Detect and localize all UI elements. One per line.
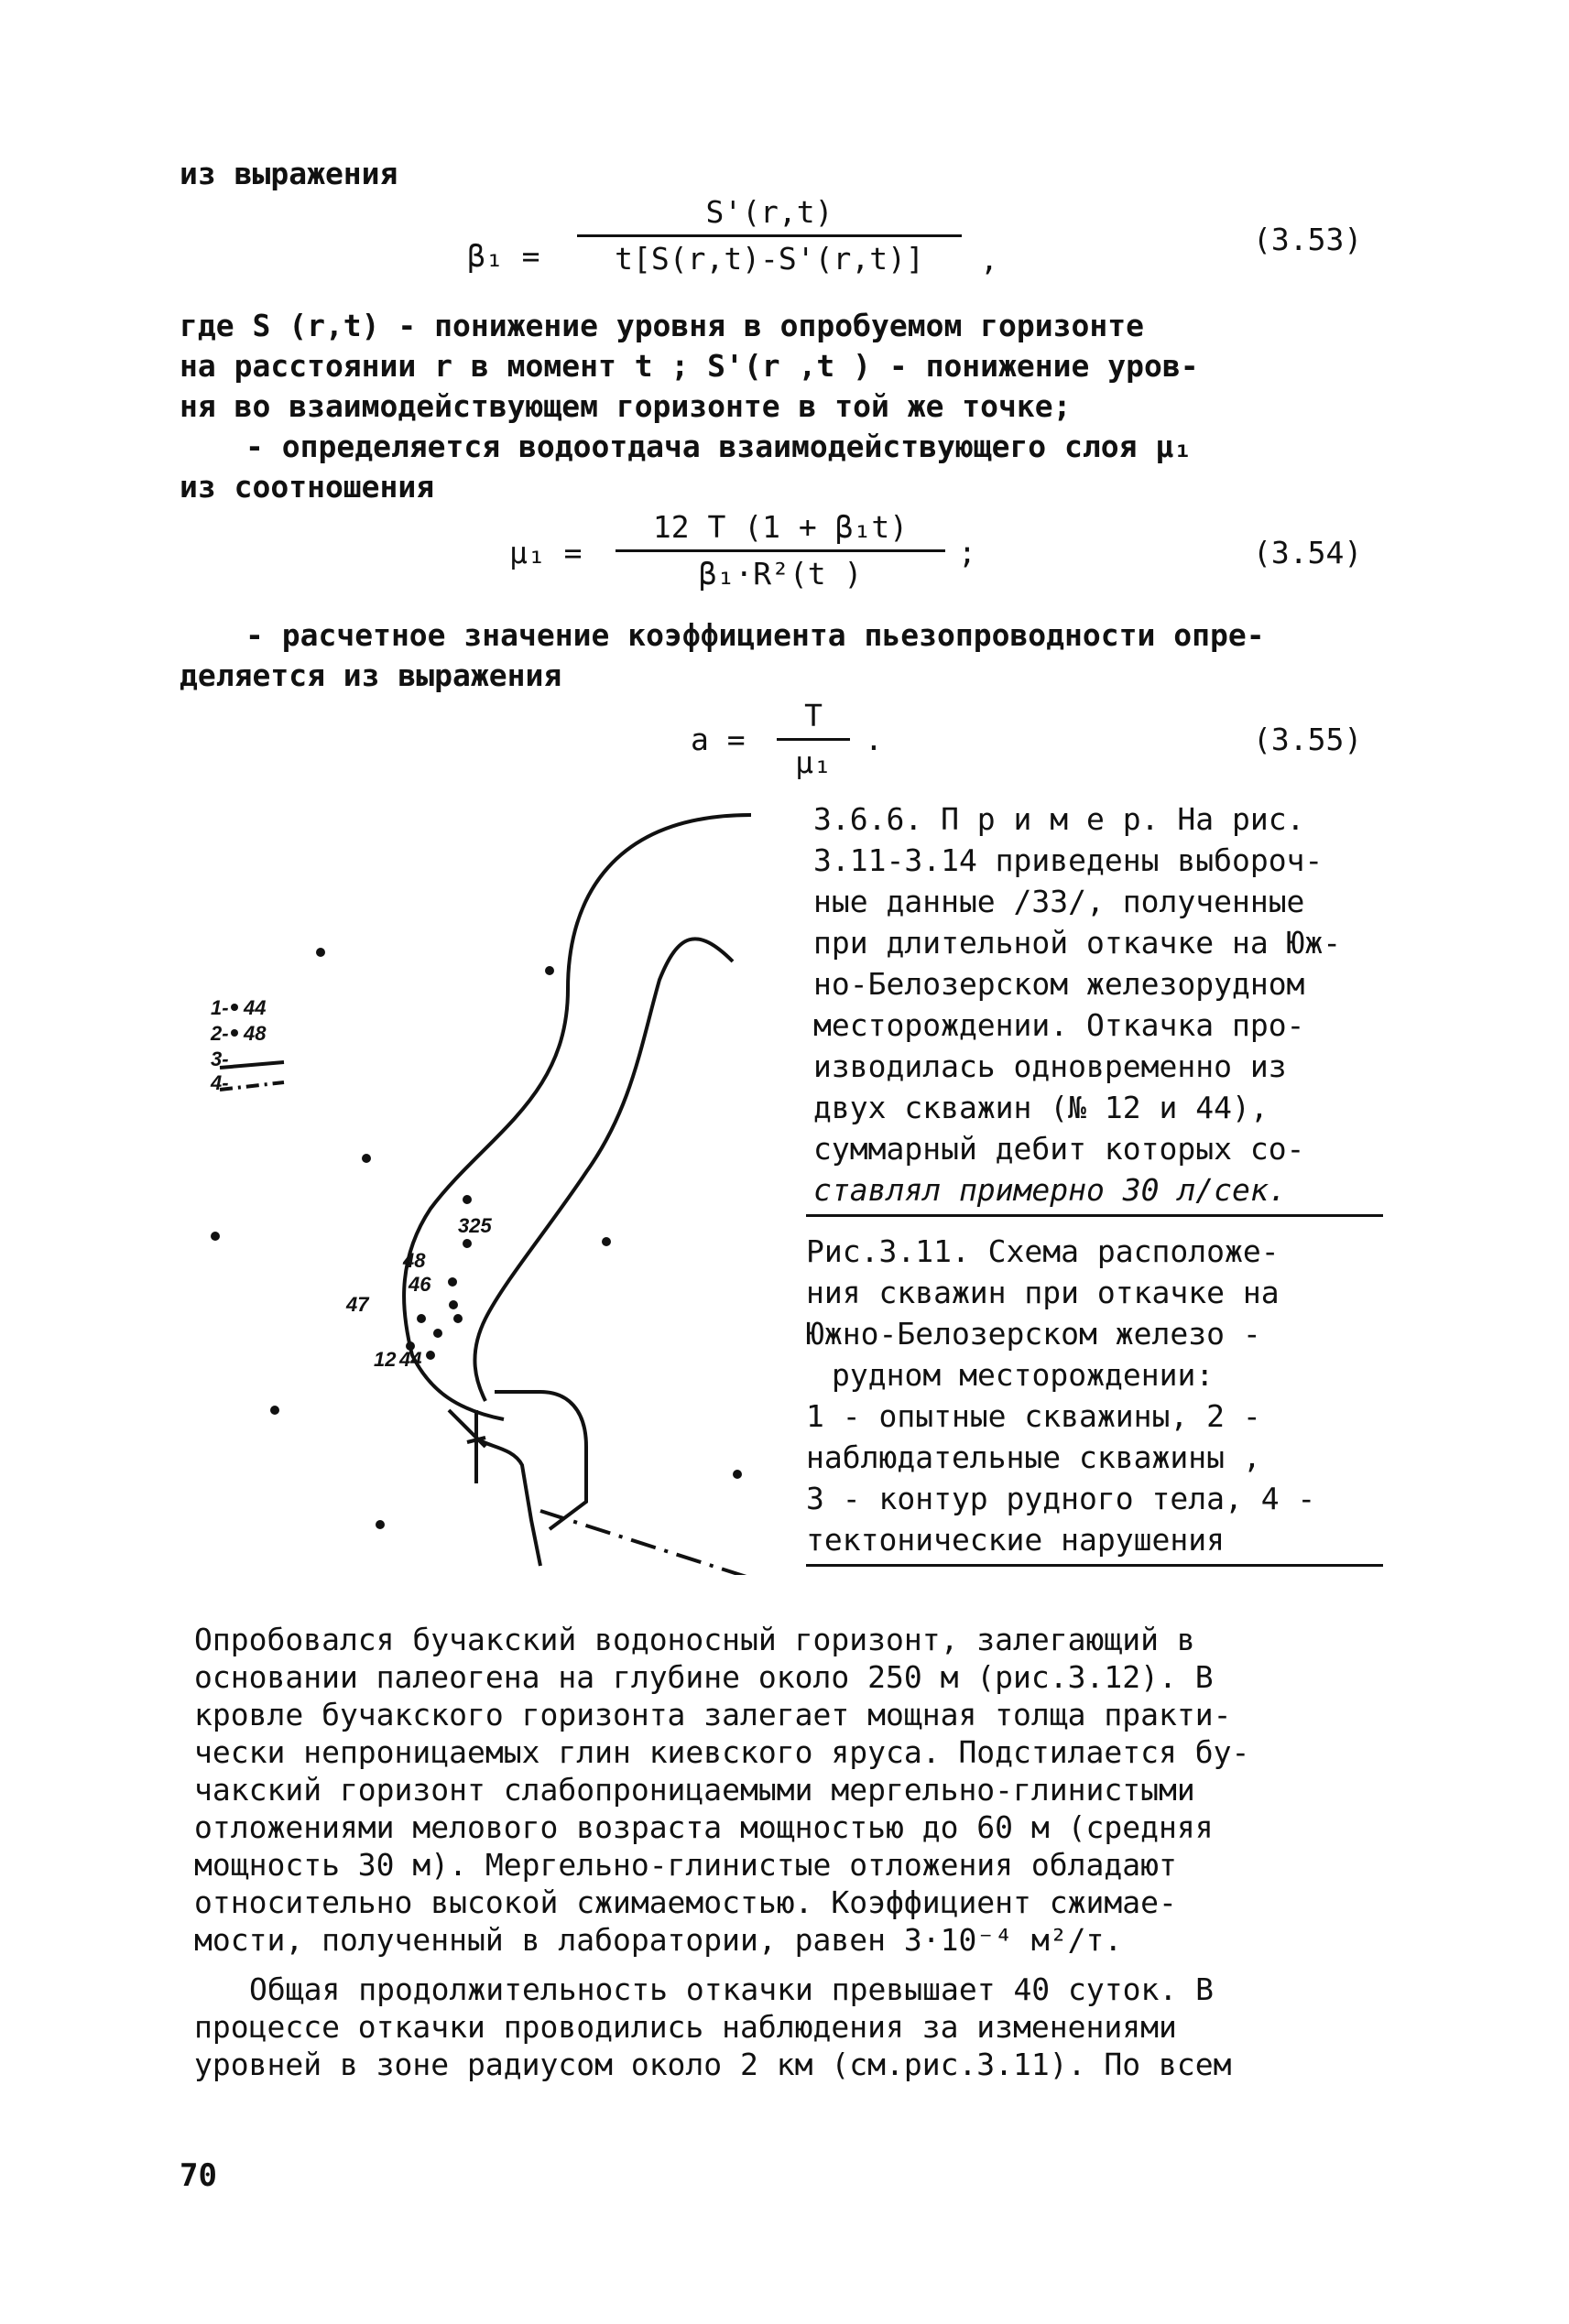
well-label: 325 xyxy=(458,1214,492,1237)
body-line: мости, полученный в лаборатории, равен 3·10⁻⁴ м²/т. xyxy=(194,1922,1123,1958)
caption-bottom-rule xyxy=(806,1564,1383,1567)
caption-line: 1 - опытные скважины, 2 - xyxy=(806,1398,1261,1434)
observation-well-dot xyxy=(417,1314,426,1323)
body-line: уровней в зоне радиусом около 2 км (см.рис.3.11). По всем xyxy=(194,2047,1232,2082)
well-label: 46 xyxy=(409,1273,431,1296)
where-line: - определяется водоотдача взаимодействующего слоя μ₁ xyxy=(245,429,1193,464)
observation-well-dot xyxy=(211,1232,220,1241)
example-line: изводилась одновременно из xyxy=(813,1048,1287,1084)
example-line: но-Белозерском железорудном xyxy=(813,966,1305,1002)
body-line: Общая продолжительность откачки превышает 40 суток. В xyxy=(249,1971,1214,2007)
caption-line: 3 - контур рудного тела, 4 - xyxy=(806,1481,1316,1516)
eq-355-fraction xyxy=(777,696,850,783)
eq-353-numerator: S'(r,t) xyxy=(577,192,962,237)
legend-dot-experimental xyxy=(231,1004,238,1011)
well-label: 12 xyxy=(374,1348,397,1371)
example-paragraph xyxy=(813,798,1341,1211)
well-label: 48 xyxy=(403,1249,426,1272)
eq-354-numerator: 12 T (1 + β₁t) xyxy=(616,507,945,552)
eq-354-fraction xyxy=(616,507,945,594)
where-line: из соотношения xyxy=(180,469,435,505)
legend-line-fault xyxy=(220,1082,284,1090)
where-line: ня во взаимодействующем горизонте в той же точке; xyxy=(180,388,1072,424)
body-line: относительно высокой сжимаемостью. Коэффициент сжимае- xyxy=(194,1884,1177,1920)
observation-well-dot xyxy=(463,1239,472,1248)
caption-line: ния скважин при откачке на xyxy=(806,1275,1280,1310)
observation-well-dot xyxy=(545,966,554,975)
body-line: чески непроницаемых глин киевского яруса. Подстилается бу- xyxy=(194,1734,1250,1770)
body-line: процессе откачки проводились наблюдения за изменениями xyxy=(194,2009,1177,2045)
body-line: чакский горизонт слабопроницаемыми мергельно-глинистыми xyxy=(194,1772,1195,1808)
body-line: отложениями мелового возраста мощностью до 60 м (средняя xyxy=(194,1809,1214,1845)
legend-label: 4- xyxy=(211,1071,229,1094)
figure-caption xyxy=(806,1231,1315,1560)
where-line: на расстоянии r в момент t ; S'(r ,t ) - понижение уров- xyxy=(180,348,1199,384)
caption-top-rule xyxy=(806,1214,1383,1217)
example-line: 3.6.6. П р и м е р. На рис. xyxy=(813,801,1305,837)
where-paragraph xyxy=(180,306,1199,507)
tectonic-fault-line xyxy=(540,1511,769,1575)
example-line: двух скважин (№ 12 и 44), xyxy=(813,1090,1269,1125)
calc-paragraph xyxy=(180,615,1265,696)
body-paragraph-2 xyxy=(194,1971,1231,2083)
ore-body-contour-inner xyxy=(474,939,733,1401)
example-line: 3.11-3.14 приведены выбороч- xyxy=(813,842,1324,878)
eq-355-numerator: T xyxy=(777,696,850,741)
eq-353-suffix: , xyxy=(980,242,998,277)
observation-well-dot xyxy=(449,1300,458,1309)
observation-well-dot xyxy=(426,1351,435,1360)
eq-353-number: (3.53) xyxy=(1253,222,1363,257)
legend-line-contour xyxy=(220,1062,284,1068)
where-line: где S (r,t) - понижение уровня в опробуемом горизонте xyxy=(180,308,1144,343)
observation-well-dot xyxy=(733,1470,742,1479)
body-line: кровле бучакского горизонта залегает мощная толща практи- xyxy=(194,1697,1232,1732)
example-line: ные данные /33/, полученные xyxy=(813,884,1305,919)
eq-353-lhs: β₁ = xyxy=(467,238,540,274)
example-line: месторождении. Откачка про- xyxy=(813,1007,1305,1043)
legend-label: 3- xyxy=(211,1048,229,1070)
observation-well-dot xyxy=(448,1277,457,1287)
calc-line: - расчетное значение коэффициента пьезопроводности опре- xyxy=(245,617,1265,653)
ore-body-contour-lower xyxy=(495,1392,586,1529)
legend-label: 48 xyxy=(244,1022,267,1045)
body-line: Опробовался бучакский водоносный горизонт, залегающий в xyxy=(194,1622,1195,1657)
observation-well-dot xyxy=(463,1195,472,1204)
observation-well-dot xyxy=(453,1314,463,1323)
well-label: 44 xyxy=(399,1348,422,1371)
caption-line: Южно-Белозерском железо - xyxy=(806,1316,1261,1352)
body-paragraph-1 xyxy=(194,1621,1249,1959)
body-line: основании палеогена на глубине около 250 м (рис.3.12). В xyxy=(194,1659,1214,1695)
caption-line: тектонические нарушения xyxy=(806,1522,1225,1558)
ore-body-contour-lower-inner xyxy=(476,1410,540,1566)
observation-well-dot xyxy=(602,1237,611,1246)
caption-line: наблюдательные скважины , xyxy=(806,1439,1261,1475)
calc-line: деляется из выражения xyxy=(180,657,562,693)
eq-355-denominator: μ₁ xyxy=(795,744,832,780)
well-location-map xyxy=(183,806,788,1575)
example-line: ставлял примерно 30 л/сек. xyxy=(813,1172,1287,1208)
body-line: мощность 30 м). Мергельно-глинистые отложения обладают xyxy=(194,1847,1177,1883)
observation-well-dot xyxy=(316,948,325,957)
intro-label: из выражения xyxy=(180,156,398,191)
eq-355-suffix: . xyxy=(865,722,883,757)
eq-355-number: (3.55) xyxy=(1253,722,1363,757)
well-label: 47 xyxy=(346,1293,369,1316)
page-number: 70 xyxy=(180,2157,217,2194)
observation-well-dot xyxy=(433,1329,442,1338)
example-line: суммарный дебит которых со- xyxy=(813,1131,1305,1167)
eq-355-lhs: a = xyxy=(691,722,746,757)
ore-body-contour-outer xyxy=(404,815,751,1419)
legend-dot-observation xyxy=(231,1029,238,1037)
caption-line: рудном месторождении: xyxy=(832,1357,1215,1393)
eq-354-suffix: ; xyxy=(958,535,976,570)
eq-354-number: (3.54) xyxy=(1253,535,1363,570)
legend-label: 1- xyxy=(211,996,229,1019)
example-line: при длительной откачке на Юж- xyxy=(813,925,1342,961)
eq-353-fraction xyxy=(577,192,962,279)
legend-label: 2- xyxy=(211,1022,229,1045)
legend-label: 44 xyxy=(244,996,267,1019)
observation-well-dot xyxy=(362,1154,371,1163)
eq-354-lhs: μ₁ = xyxy=(509,535,583,570)
caption-line: Рис.3.11. Схема расположе- xyxy=(806,1233,1280,1269)
observation-well-dot xyxy=(376,1520,385,1529)
eq-353-denominator: t[S(r,t)-S'(r,t)] xyxy=(615,241,924,277)
eq-354-denominator: β₁·R²(t ) xyxy=(698,556,863,592)
observation-well-dot xyxy=(270,1406,279,1415)
